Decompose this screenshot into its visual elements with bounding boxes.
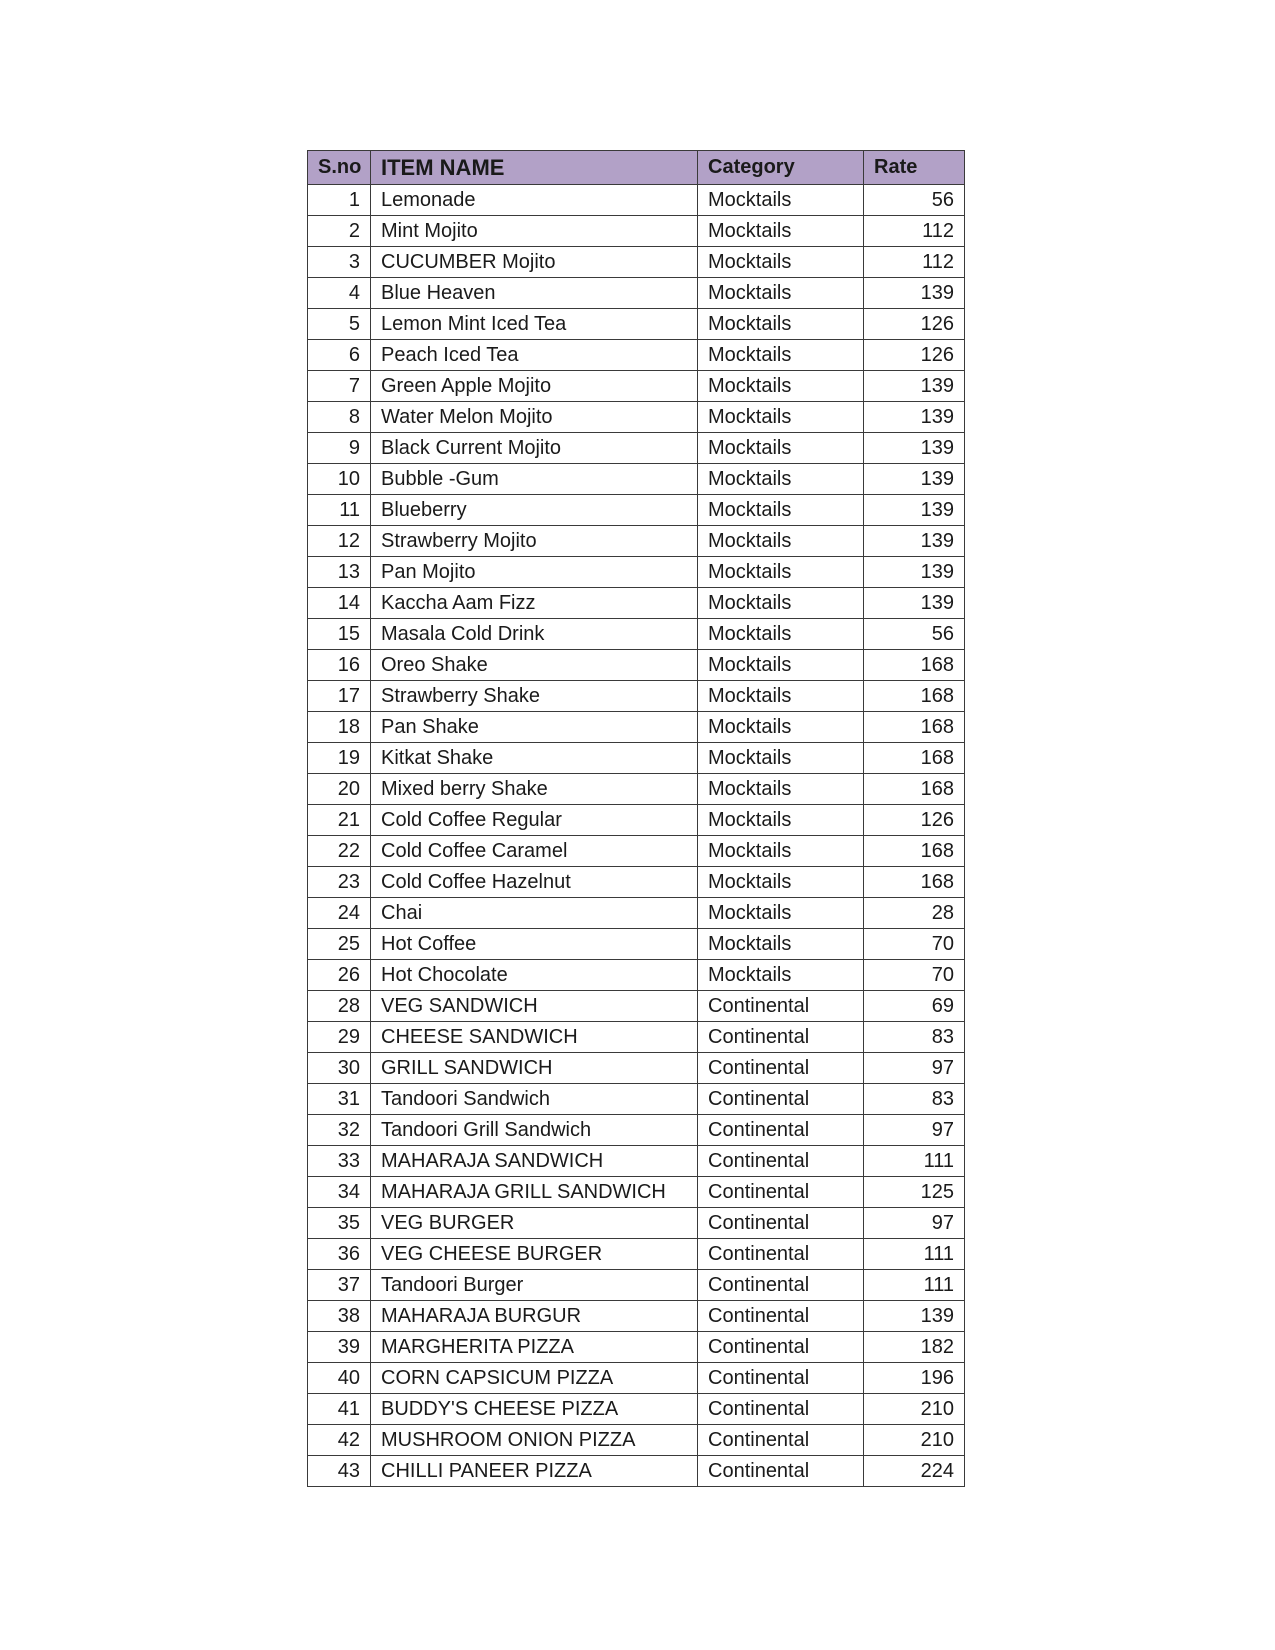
cell-category: Continental [698,1425,864,1456]
cell-category: Mocktails [698,929,864,960]
cell-sno: 35 [308,1208,371,1239]
table-row [308,805,965,836]
cell-rate: 112 [864,247,965,278]
table-body [308,185,965,1487]
cell-sno: 12 [308,526,371,557]
cell-sno: 33 [308,1146,371,1177]
cell-sno: 2 [308,216,371,247]
cell-sno: 9 [308,433,371,464]
table-row [308,216,965,247]
cell-item-name: Peach Iced Tea [371,340,698,371]
cell-sno: 36 [308,1239,371,1270]
cell-sno: 40 [308,1363,371,1394]
cell-category: Continental [698,1456,864,1487]
cell-rate: 224 [864,1456,965,1487]
cell-sno: 11 [308,495,371,526]
cell-rate: 111 [864,1270,965,1301]
table-row [308,1208,965,1239]
cell-sno: 4 [308,278,371,309]
cell-category: Continental [698,1146,864,1177]
table-row [308,557,965,588]
cell-sno: 31 [308,1084,371,1115]
cell-rate: 69 [864,991,965,1022]
table-row [308,867,965,898]
cell-rate: 168 [864,836,965,867]
table-row [308,681,965,712]
table-row [308,588,965,619]
cell-sno: 15 [308,619,371,650]
cell-sno: 7 [308,371,371,402]
table-row [308,247,965,278]
cell-rate: 112 [864,216,965,247]
cell-item-name: Cold Coffee Hazelnut [371,867,698,898]
table-row [308,495,965,526]
cell-item-name: VEG BURGER [371,1208,698,1239]
cell-sno: 32 [308,1115,371,1146]
cell-item-name: Black Current Mojito [371,433,698,464]
cell-sno: 30 [308,1053,371,1084]
cell-rate: 97 [864,1115,965,1146]
cell-item-name: Strawberry Mojito [371,526,698,557]
cell-item-name: Oreo Shake [371,650,698,681]
cell-rate: 139 [864,557,965,588]
cell-item-name: Tandoori Burger [371,1270,698,1301]
cell-sno: 43 [308,1456,371,1487]
cell-sno: 42 [308,1425,371,1456]
cell-category: Mocktails [698,309,864,340]
cell-rate: 210 [864,1425,965,1456]
cell-sno: 26 [308,960,371,991]
cell-rate: 97 [864,1208,965,1239]
cell-rate: 139 [864,278,965,309]
table-row [308,309,965,340]
cell-item-name: MUSHROOM ONION PIZZA [371,1425,698,1456]
table-row [308,991,965,1022]
cell-item-name: Cold Coffee Regular [371,805,698,836]
cell-category: Continental [698,1394,864,1425]
cell-item-name: Lemon Mint Iced Tea [371,309,698,340]
cell-item-name: Mint Mojito [371,216,698,247]
cell-rate: 97 [864,1053,965,1084]
cell-item-name: Cold Coffee Caramel [371,836,698,867]
cell-sno: 16 [308,650,371,681]
cell-sno: 41 [308,1394,371,1425]
cell-rate: 139 [864,371,965,402]
table-row [308,464,965,495]
cell-category: Mocktails [698,185,864,216]
table-row [308,402,965,433]
cell-item-name: Hot Chocolate [371,960,698,991]
cell-sno: 17 [308,681,371,712]
cell-rate: 56 [864,619,965,650]
cell-sno: 3 [308,247,371,278]
table-row [308,1146,965,1177]
table-row [308,433,965,464]
cell-category: Mocktails [698,402,864,433]
cell-sno: 24 [308,898,371,929]
table-row [308,650,965,681]
column-header-rate: Rate [864,151,965,185]
table-row [308,1301,965,1332]
cell-item-name: MAHARAJA GRILL SANDWICH [371,1177,698,1208]
cell-sno: 1 [308,185,371,216]
cell-item-name: Kitkat Shake [371,743,698,774]
cell-rate: 111 [864,1146,965,1177]
cell-category: Mocktails [698,278,864,309]
table-row [308,1270,965,1301]
cell-item-name: MAHARAJA BURGUR [371,1301,698,1332]
table-row [308,1456,965,1487]
cell-item-name: Tandoori Grill Sandwich [371,1115,698,1146]
cell-sno: 37 [308,1270,371,1301]
cell-rate: 126 [864,805,965,836]
table-row [308,1239,965,1270]
cell-category: Mocktails [698,557,864,588]
cell-rate: 139 [864,495,965,526]
table-row [308,1115,965,1146]
table-row [308,898,965,929]
cell-rate: 70 [864,929,965,960]
cell-category: Mocktails [698,836,864,867]
table-row [308,526,965,557]
cell-rate: 168 [864,774,965,805]
cell-item-name: Pan Shake [371,712,698,743]
cell-sno: 34 [308,1177,371,1208]
cell-category: Continental [698,1177,864,1208]
cell-sno: 5 [308,309,371,340]
cell-category: Mocktails [698,371,864,402]
cell-sno: 18 [308,712,371,743]
cell-category: Mocktails [698,247,864,278]
column-header-item-name: ITEM NAME [371,151,698,185]
cell-category: Mocktails [698,898,864,929]
cell-category: Mocktails [698,774,864,805]
cell-sno: 38 [308,1301,371,1332]
table-row [308,1394,965,1425]
cell-rate: 139 [864,526,965,557]
table-row [308,774,965,805]
cell-sno: 21 [308,805,371,836]
table-row [308,185,965,216]
cell-sno: 8 [308,402,371,433]
cell-item-name: Pan Mojito [371,557,698,588]
cell-item-name: Tandoori Sandwich [371,1084,698,1115]
cell-item-name: VEG CHEESE BURGER [371,1239,698,1270]
cell-category: Mocktails [698,526,864,557]
cell-item-name: VEG SANDWICH [371,991,698,1022]
cell-sno: 14 [308,588,371,619]
cell-item-name: Green Apple Mojito [371,371,698,402]
cell-rate: 56 [864,185,965,216]
cell-rate: 28 [864,898,965,929]
cell-category: Continental [698,1363,864,1394]
cell-rate: 70 [864,960,965,991]
cell-category: Continental [698,1301,864,1332]
cell-rate: 139 [864,1301,965,1332]
cell-item-name: Hot Coffee [371,929,698,960]
cell-category: Mocktails [698,340,864,371]
cell-category: Mocktails [698,650,864,681]
cell-rate: 111 [864,1239,965,1270]
table-row [308,712,965,743]
cell-rate: 210 [864,1394,965,1425]
cell-item-name: CHEESE SANDWICH [371,1022,698,1053]
table-header [308,151,965,185]
cell-rate: 126 [864,340,965,371]
cell-category: Continental [698,1084,864,1115]
cell-sno: 25 [308,929,371,960]
cell-item-name: Bubble -Gum [371,464,698,495]
cell-item-name: BUDDY'S CHEESE PIZZA [371,1394,698,1425]
cell-rate: 125 [864,1177,965,1208]
table-row [308,1053,965,1084]
cell-rate: 168 [864,681,965,712]
table-row [308,1425,965,1456]
column-header-category: Category [698,151,864,185]
cell-category: Continental [698,1115,864,1146]
cell-rate: 139 [864,433,965,464]
cell-item-name: Blueberry [371,495,698,526]
cell-category: Mocktails [698,464,864,495]
cell-category: Mocktails [698,712,864,743]
table-row [308,929,965,960]
cell-item-name: Chai [371,898,698,929]
cell-category: Continental [698,991,864,1022]
cell-category: Mocktails [698,867,864,898]
cell-rate: 168 [864,743,965,774]
cell-item-name: MAHARAJA SANDWICH [371,1146,698,1177]
column-header-sno: S.no [308,151,371,185]
cell-item-name: Water Melon Mojito [371,402,698,433]
cell-category: Continental [698,1332,864,1363]
cell-item-name: Masala Cold Drink [371,619,698,650]
cell-sno: 39 [308,1332,371,1363]
table-row [308,1022,965,1053]
cell-item-name: GRILL SANDWICH [371,1053,698,1084]
cell-sno: 20 [308,774,371,805]
table-row [308,836,965,867]
header-row [308,151,965,185]
cell-item-name: CUCUMBER Mojito [371,247,698,278]
cell-item-name: Kaccha Aam Fizz [371,588,698,619]
cell-sno: 19 [308,743,371,774]
cell-category: Continental [698,1022,864,1053]
cell-category: Mocktails [698,805,864,836]
cell-category: Mocktails [698,743,864,774]
table-row [308,278,965,309]
cell-category: Mocktails [698,960,864,991]
table-row [308,1332,965,1363]
table-row [308,619,965,650]
cell-rate: 139 [864,402,965,433]
table-row [308,743,965,774]
cell-sno: 13 [308,557,371,588]
cell-category: Continental [698,1208,864,1239]
cell-category: Continental [698,1053,864,1084]
cell-item-name: Blue Heaven [371,278,698,309]
cell-category: Mocktails [698,619,864,650]
cell-category: Continental [698,1239,864,1270]
cell-rate: 139 [864,588,965,619]
cell-category: Mocktails [698,495,864,526]
cell-category: Mocktails [698,433,864,464]
cell-rate: 168 [864,712,965,743]
table-row [308,1363,965,1394]
cell-category: Continental [698,1270,864,1301]
cell-item-name: MARGHERITA PIZZA [371,1332,698,1363]
cell-category: Mocktails [698,588,864,619]
table-row [308,340,965,371]
cell-sno: 28 [308,991,371,1022]
table-row [308,1177,965,1208]
cell-sno: 23 [308,867,371,898]
cell-rate: 182 [864,1332,965,1363]
cell-item-name: Lemonade [371,185,698,216]
menu-table [307,150,965,1487]
cell-rate: 168 [864,867,965,898]
cell-item-name: Strawberry Shake [371,681,698,712]
cell-sno: 6 [308,340,371,371]
cell-sno: 22 [308,836,371,867]
cell-item-name: CORN CAPSICUM PIZZA [371,1363,698,1394]
cell-sno: 29 [308,1022,371,1053]
cell-item-name: CHILLI PANEER PIZZA [371,1456,698,1487]
cell-rate: 168 [864,650,965,681]
cell-rate: 196 [864,1363,965,1394]
cell-category: Mocktails [698,681,864,712]
table-row [308,1084,965,1115]
cell-rate: 126 [864,309,965,340]
cell-sno: 10 [308,464,371,495]
table-row [308,371,965,402]
cell-category: Mocktails [698,216,864,247]
table-row [308,960,965,991]
cell-rate: 83 [864,1022,965,1053]
cell-item-name: Mixed berry Shake [371,774,698,805]
cell-rate: 83 [864,1084,965,1115]
cell-rate: 139 [864,464,965,495]
